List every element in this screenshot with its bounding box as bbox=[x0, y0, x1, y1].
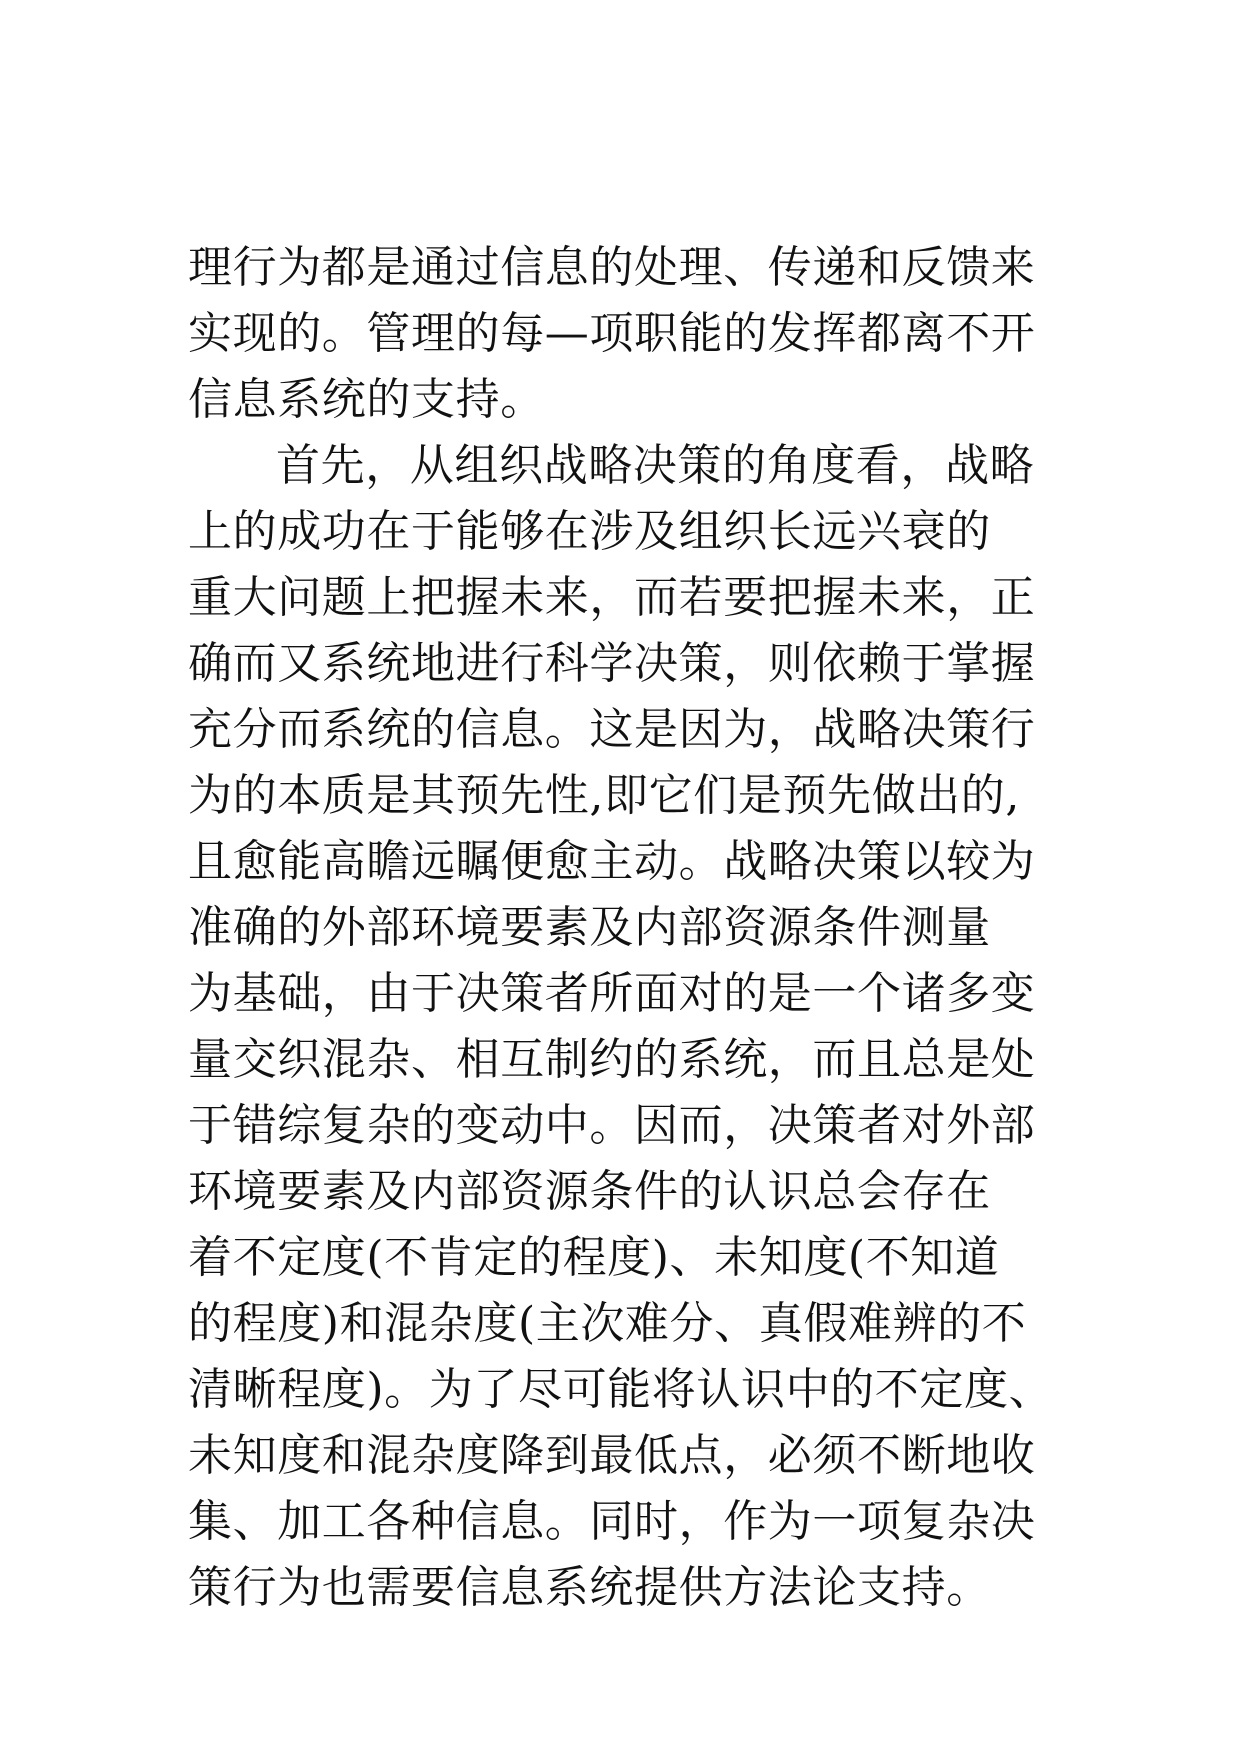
paragraph-2 bbox=[188, 433, 1058, 1621]
text-line: 为的本质是其预先性,即它们是预先做出的, bbox=[188, 770, 1020, 821]
text-line: 且愈能高瞻远瞩便愈主动。战略决策以较为 bbox=[188, 836, 1036, 887]
paragraph-1 bbox=[188, 235, 1058, 433]
text-line: 实现的。管理的每—项职能的发挥都离不开 bbox=[188, 308, 1036, 359]
text-line: 未知度和混杂度降到最低点，必须不断地收 bbox=[188, 1430, 1036, 1481]
text-line: 清晰程度)。为了尽可能将认识中的不定度、 bbox=[188, 1364, 1054, 1415]
text-line: 着不定度(不肯定的程度)、未知度(不知道 bbox=[188, 1232, 1000, 1283]
text-line: 准确的外部环境要素及内部资源条件测量 bbox=[188, 902, 991, 953]
text-line: 为基础，由于决策者所面对的是一个诸多变 bbox=[188, 968, 1036, 1019]
text-line: 策行为也需要信息系统提供方法论支持。 bbox=[188, 1562, 991, 1613]
text-line: 上的成功在于能够在涉及组织长远兴衰的 bbox=[188, 506, 991, 557]
text-line: 的程度)和混杂度(主次难分、真假难辨的不 bbox=[188, 1298, 1027, 1349]
text-line: 重大问题上把握未来，而若要把握未来，正 bbox=[188, 572, 1036, 623]
text-line: 理行为都是通过信息的处理、传递和反馈来 bbox=[188, 242, 1036, 293]
text-line: 信息系统的支持。 bbox=[188, 374, 545, 425]
text-line: 确而又系统地进行科学决策，则依赖于掌握 bbox=[188, 638, 1036, 689]
text-line: 首先，从组织战略决策的角度看，战略 bbox=[276, 440, 1035, 491]
text-line: 环境要素及内部资源条件的认识总会存在 bbox=[188, 1166, 991, 1217]
text-line: 集、加工各种信息。同时，作为一项复杂决 bbox=[188, 1496, 1036, 1547]
text-line: 量交织混杂、相互制约的系统，而且总是处 bbox=[188, 1034, 1036, 1085]
body-text bbox=[188, 235, 1058, 1621]
text-line: 于错综复杂的变动中。因而，决策者对外部 bbox=[188, 1100, 1036, 1151]
text-line: 充分而系统的信息。这是因为，战略决策行 bbox=[188, 704, 1036, 755]
